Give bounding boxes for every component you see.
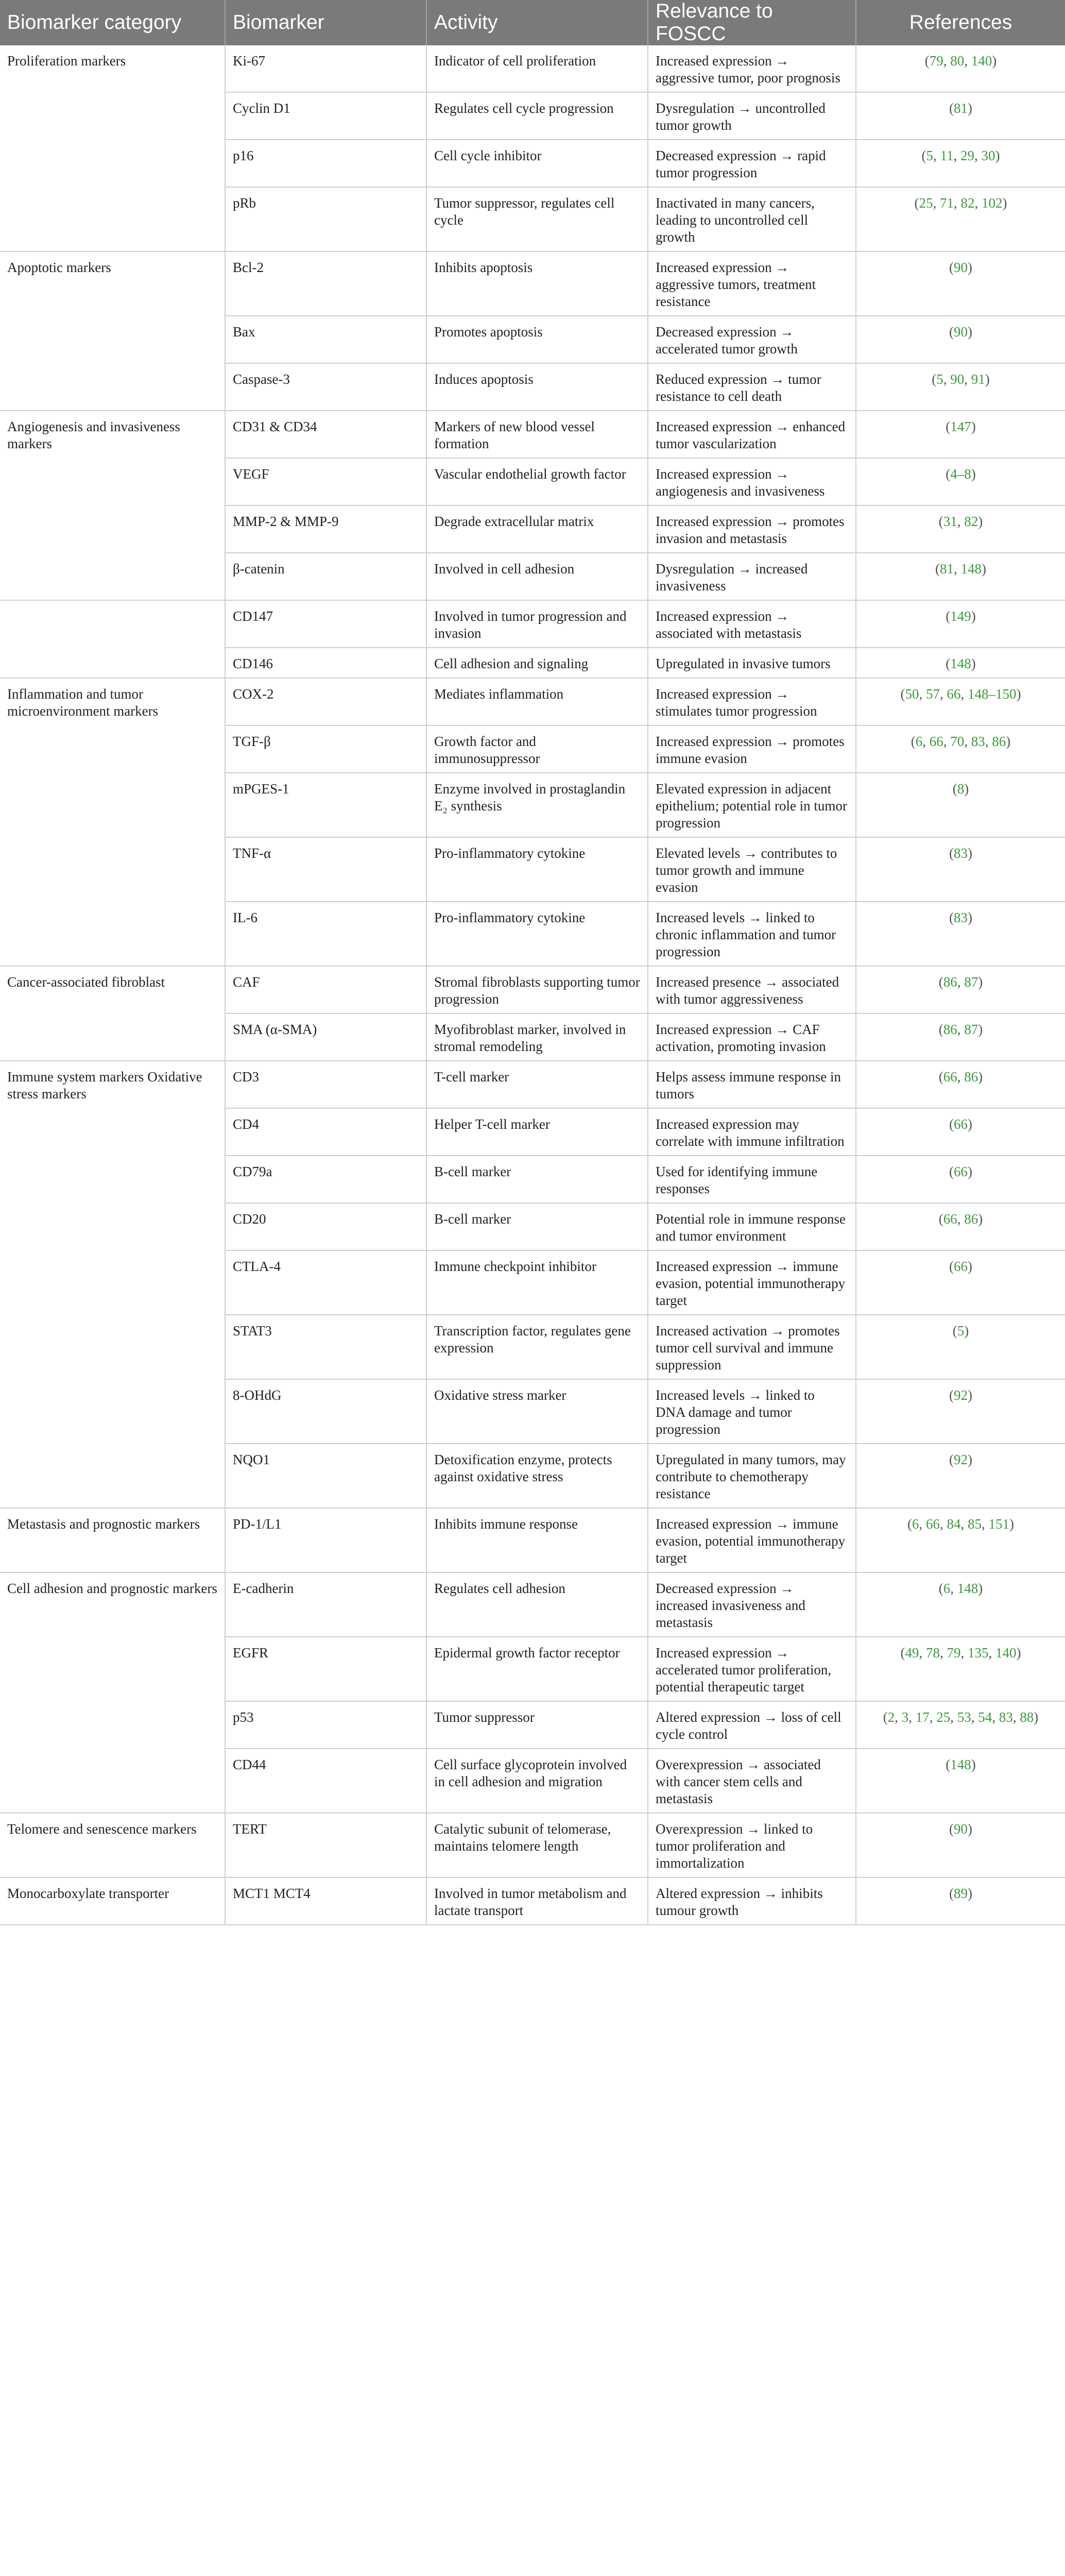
activity-cell: Tumor suppressor — [426, 1701, 648, 1749]
references-cell: (81, 148) — [856, 553, 1065, 600]
reference-link[interactable]: 85 — [968, 1516, 982, 1532]
relevance-cell: Decreased expression → rapid tumor progression — [648, 140, 856, 187]
reference-link[interactable]: 90 — [954, 1821, 968, 1837]
category-cell: Apoptotic markers — [0, 251, 225, 411]
references-cell: (66, 86) — [856, 1061, 1065, 1108]
reference-link[interactable]: 90 — [954, 324, 968, 340]
reference-link[interactable]: 148 — [957, 1581, 978, 1596]
references-cell: (5, 90, 91) — [856, 363, 1065, 411]
biomarker-cell: E-cadherin — [225, 1572, 426, 1637]
references-cell: (148) — [856, 648, 1065, 678]
reference-link[interactable]: 54 — [978, 1709, 992, 1725]
references-cell: (66) — [856, 1250, 1065, 1315]
reference-link[interactable]: 49 — [905, 1645, 919, 1660]
activity-cell: Tumor suppressor, regulates cell cycle — [426, 187, 648, 251]
biomarker-cell: SMA (α-SMA) — [225, 1013, 426, 1061]
references-cell: (81) — [856, 92, 1065, 140]
activity-cell: Stromal fibroblasts supporting tumor progression — [426, 966, 648, 1013]
reference-link[interactable]: 80 — [950, 53, 965, 69]
category-cell — [0, 600, 225, 678]
references-cell: (50, 57, 66, 148–150) — [856, 678, 1065, 725]
reference-link[interactable]: 2 — [887, 1709, 895, 1725]
header-activity: Activity — [426, 0, 648, 45]
reference-link[interactable]: 6 — [915, 734, 923, 749]
reference-link[interactable]: 66 — [929, 734, 943, 749]
activity-cell: Helper T-cell marker — [426, 1108, 648, 1156]
reference-link[interactable]: 57 — [926, 686, 940, 702]
table-row — [0, 1572, 1065, 1637]
relevance-cell: Dysregulation → increased invasiveness — [648, 553, 856, 600]
reference-link[interactable]: 92 — [954, 1452, 968, 1467]
reference-link[interactable]: 70 — [950, 734, 965, 749]
reference-link[interactable]: 66 — [954, 1116, 968, 1132]
relevance-cell: Increased activation → promotes tumor cell survival and immune suppression — [648, 1315, 856, 1379]
table-row — [0, 600, 1065, 648]
biomarker-cell: Cyclin D1 — [225, 92, 426, 140]
activity-cell: Transcription factor, regulates gene expression — [426, 1315, 648, 1379]
reference-link[interactable]: 25 — [919, 195, 933, 211]
reference-link[interactable]: 11 — [940, 148, 954, 163]
biomarker-cell: TNF-α — [225, 837, 426, 902]
reference-link[interactable]: 66 — [954, 1164, 968, 1179]
reference-link[interactable]: 148 — [950, 656, 971, 671]
activity-cell: Cell cycle inhibitor — [426, 140, 648, 187]
activity-cell: Regulates cell adhesion — [426, 1572, 648, 1637]
table-row — [0, 1061, 1065, 1108]
references-cell: (86, 87) — [856, 966, 1065, 1013]
relevance-cell: Decreased expression → increased invasiveness and metastasis — [648, 1572, 856, 1637]
reference-link[interactable]: 148 — [950, 1757, 971, 1772]
references-cell: (49, 78, 79, 135, 140) — [856, 1637, 1065, 1701]
reference-link[interactable]: 5 — [936, 371, 943, 387]
activity-cell: Enzyme involved in prostaglandin E₂ synthesis — [426, 773, 648, 837]
table-row — [0, 1813, 1065, 1877]
table-row — [0, 678, 1065, 725]
activity-cell: Cell adhesion and signaling — [426, 648, 648, 678]
reference-link[interactable]: 81 — [940, 561, 954, 577]
reference-link[interactable]: 25 — [936, 1709, 951, 1725]
references-cell: (149) — [856, 600, 1065, 648]
reference-link[interactable]: 90 — [950, 371, 965, 387]
relevance-cell: Helps assess immune response in tumors — [648, 1061, 856, 1108]
relevance-cell: Increased expression → aggressive tumor, poor prognosis — [648, 45, 856, 92]
relevance-cell: Potential role in immune response and tumor environment — [648, 1203, 856, 1250]
biomarker-cell: CD79a — [225, 1156, 426, 1203]
references-cell: (66) — [856, 1156, 1065, 1203]
biomarker-cell: p16 — [225, 140, 426, 187]
relevance-cell: Inactivated in many cancers, leading to uncontrolled cell growth — [648, 187, 856, 251]
relevance-cell: Increased expression → enhanced tumor vascularization — [648, 411, 856, 458]
biomarker-cell: CD147 — [225, 600, 426, 648]
activity-cell: Indicator of cell proliferation — [426, 45, 648, 92]
reference-link[interactable]: 5 — [926, 148, 933, 163]
activity-cell: Cell surface glycoprotein involved in cell adhesion and migration — [426, 1749, 648, 1813]
activity-cell: Epidermal growth factor receptor — [426, 1637, 648, 1701]
relevance-cell: Elevated levels → contributes to tumor growth and immune evasion — [648, 837, 856, 902]
reference-link[interactable]: 91 — [971, 371, 985, 387]
reference-link[interactable]: 66 — [926, 1516, 940, 1532]
reference-link[interactable]: 86 — [943, 1022, 957, 1037]
category-cell: Telomere and senescence markers — [0, 1813, 225, 1877]
reference-link[interactable]: 6 — [912, 1516, 919, 1532]
relevance-cell: Reduced expression → tumor resistance to cell death — [648, 363, 856, 411]
activity-cell: Promotes apoptosis — [426, 316, 648, 363]
biomarker-cell: CD44 — [225, 1749, 426, 1813]
reference-link[interactable]: 31 — [943, 514, 957, 529]
reference-link[interactable]: 66 — [943, 1211, 957, 1227]
references-cell: (31, 82) — [856, 505, 1065, 553]
biomarker-cell: CD31 & CD34 — [225, 411, 426, 458]
category-cell: Metastasis and prognostic markers — [0, 1508, 225, 1572]
category-cell: Monocarboxylate transporter — [0, 1877, 225, 1925]
references-cell: (83) — [856, 837, 1065, 902]
relevance-cell: Increased expression → aggressive tumors, treatment resistance — [648, 251, 856, 316]
reference-link[interactable]: 50 — [905, 686, 919, 702]
references-cell: (2, 3, 17, 25, 53, 54, 83, 88) — [856, 1701, 1065, 1749]
relevance-cell: Increased expression → accelerated tumor proliferation, potential therapeutic target — [648, 1637, 856, 1701]
activity-cell: Inhibits apoptosis — [426, 251, 648, 316]
activity-cell: Involved in tumor progression and invasion — [426, 600, 648, 648]
biomarker-cell: COX-2 — [225, 678, 426, 725]
activity-cell: B-cell marker — [426, 1156, 648, 1203]
reference-link[interactable]: 140 — [995, 1645, 1017, 1660]
activity-cell: Induces apoptosis — [426, 363, 648, 411]
reference-link[interactable]: 17 — [915, 1709, 930, 1725]
references-cell: (5) — [856, 1315, 1065, 1379]
reference-link[interactable]: 79 — [947, 1645, 961, 1660]
reference-link[interactable]: 79 — [929, 53, 943, 69]
references-cell: (5, 11, 29, 30) — [856, 140, 1065, 187]
reference-link[interactable]: 83 — [954, 845, 968, 861]
reference-link[interactable]: 148–150 — [968, 686, 1017, 702]
relevance-cell: Increased expression may correlate with immune infiltration — [648, 1108, 856, 1156]
table-row — [0, 1508, 1065, 1572]
references-cell: (148) — [856, 1749, 1065, 1813]
reference-link[interactable]: 149 — [950, 608, 971, 624]
relevance-cell: Increased expression → promotes immune evasion — [648, 725, 856, 773]
relevance-cell: Dysregulation → uncontrolled tumor growth — [648, 92, 856, 140]
biomarker-cell: PD-1/L1 — [225, 1508, 426, 1572]
reference-link[interactable]: 83 — [971, 734, 985, 749]
relevance-cell: Elevated expression in adjacent epithelium; potential role in tumor progression — [648, 773, 856, 837]
relevance-cell: Overexpression → linked to tumor proliferation and immortalization — [648, 1813, 856, 1877]
reference-link[interactable]: 81 — [954, 100, 968, 116]
reference-link[interactable]: 90 — [954, 260, 968, 275]
table-body — [0, 45, 1065, 1925]
references-cell: (147) — [856, 411, 1065, 458]
relevance-cell: Used for identifying immune responses — [648, 1156, 856, 1203]
relevance-cell: Increased expression → associated with metastasis — [648, 600, 856, 648]
reference-link[interactable]: 135 — [968, 1645, 989, 1660]
category-cell: Angiogenesis and invasiveness markers — [0, 411, 225, 600]
biomarker-cell: VEGF — [225, 458, 426, 505]
relevance-cell: Increased expression → immune evasion, potential immunotherapy target — [648, 1250, 856, 1315]
references-cell: (86, 87) — [856, 1013, 1065, 1061]
references-cell: (6, 148) — [856, 1572, 1065, 1637]
reference-link[interactable]: 5 — [957, 1323, 965, 1338]
reference-link[interactable]: 89 — [954, 1886, 968, 1901]
reference-link[interactable]: 3 — [901, 1709, 909, 1725]
table-header — [0, 0, 1065, 45]
references-cell: (6, 66, 70, 83, 86) — [856, 725, 1065, 773]
biomarker-cell: MMP-2 & MMP-9 — [225, 505, 426, 553]
references-cell: (4–8) — [856, 458, 1065, 505]
category-cell: Cell adhesion and prognostic markers — [0, 1572, 225, 1813]
activity-cell: Pro-inflammatory cytokine — [426, 902, 648, 966]
relevance-cell: Increased presence → associated with tumor aggressiveness — [648, 966, 856, 1013]
header-category: Biomarker category — [0, 0, 225, 45]
references-cell: (8) — [856, 773, 1065, 837]
references-cell: (92) — [856, 1379, 1065, 1444]
reference-link[interactable]: 92 — [954, 1387, 968, 1403]
relevance-cell: Increased expression → angiogenesis and invasiveness — [648, 458, 856, 505]
table-row — [0, 966, 1065, 1013]
biomarker-cell: TGF-β — [225, 725, 426, 773]
reference-link[interactable]: 151 — [988, 1516, 1009, 1532]
table-row — [0, 251, 1065, 316]
activity-cell: T-cell marker — [426, 1061, 648, 1108]
reference-link[interactable]: 71 — [940, 195, 954, 211]
biomarker-cell: TERT — [225, 1813, 426, 1877]
category-cell: Cancer-associated fibroblast — [0, 966, 225, 1061]
biomarker-cell: NQO1 — [225, 1444, 426, 1508]
activity-cell: B-cell marker — [426, 1203, 648, 1250]
references-cell: (25, 71, 82, 102) — [856, 187, 1065, 251]
reference-link[interactable]: 82 — [960, 195, 975, 211]
activity-cell: Markers of new blood vessel formation — [426, 411, 648, 458]
references-cell: (66) — [856, 1108, 1065, 1156]
activity-cell: Growth factor and immunosuppressor — [426, 725, 648, 773]
references-cell: (92) — [856, 1444, 1065, 1508]
references-cell: (89) — [856, 1877, 1065, 1925]
activity-cell: Pro-inflammatory cytokine — [426, 837, 648, 902]
reference-link[interactable]: 147 — [950, 419, 971, 434]
relevance-cell: Increased levels → linked to chronic inflammation and tumor progression — [648, 902, 856, 966]
biomarker-cell: MCT1 MCT4 — [225, 1877, 426, 1925]
header-relevance: Relevance to FOSCC — [648, 0, 856, 45]
relevance-cell: Overexpression → associated with cancer stem cells and metastasis — [648, 1749, 856, 1813]
biomarker-cell: CD3 — [225, 1061, 426, 1108]
reference-link[interactable]: 83 — [954, 910, 968, 925]
reference-link[interactable]: 87 — [964, 1022, 978, 1037]
reference-link[interactable]: 4–8 — [950, 466, 971, 482]
relevance-cell: Increased expression → promotes invasion and metastasis — [648, 505, 856, 553]
relevance-cell: Altered expression → loss of cell cycle control — [648, 1701, 856, 1749]
reference-link[interactable]: 86 — [964, 1211, 978, 1227]
reference-link[interactable]: 83 — [999, 1709, 1013, 1725]
activity-cell: Catalytic subunit of telomerase, maintains telomere length — [426, 1813, 648, 1877]
reference-link[interactable]: 86 — [964, 1069, 978, 1084]
biomarker-cell: CAF — [225, 966, 426, 1013]
activity-cell: Mediates inflammation — [426, 678, 648, 725]
activity-cell: Degrade extracellular matrix — [426, 505, 648, 553]
biomarker-cell: 8-OHdG — [225, 1379, 426, 1444]
activity-cell: Involved in cell adhesion — [426, 553, 648, 600]
reference-link[interactable]: 66 — [947, 686, 961, 702]
reference-link[interactable]: 86 — [992, 734, 1006, 749]
activity-cell: Oxidative stress marker — [426, 1379, 648, 1444]
reference-link[interactable]: 66 — [954, 1259, 968, 1274]
activity-cell: Myofibroblast marker, involved in stromal remodeling — [426, 1013, 648, 1061]
header-biomarker: Biomarker — [225, 0, 426, 45]
biomarker-cell: Ki-67 — [225, 45, 426, 92]
references-cell: (79, 80, 140) — [856, 45, 1065, 92]
reference-link[interactable]: 29 — [960, 148, 974, 163]
reference-link[interactable]: 140 — [971, 53, 992, 69]
biomarker-cell: p53 — [225, 1701, 426, 1749]
header-references: References — [856, 0, 1065, 45]
activity-cell: Immune checkpoint inhibitor — [426, 1250, 648, 1315]
biomarker-cell: mPGES-1 — [225, 773, 426, 837]
biomarker-cell: EGFR — [225, 1637, 426, 1701]
reference-link[interactable]: 53 — [957, 1709, 971, 1725]
activity-cell: Detoxification enzyme, protects against oxidative stress — [426, 1444, 648, 1508]
reference-link[interactable]: 84 — [947, 1516, 961, 1532]
biomarker-cell: pRb — [225, 187, 426, 251]
biomarker-cell: STAT3 — [225, 1315, 426, 1379]
table-row — [0, 45, 1065, 92]
references-cell: (6, 66, 84, 85, 151) — [856, 1508, 1065, 1572]
biomarker-cell: β-catenin — [225, 553, 426, 600]
reference-link[interactable]: 88 — [1020, 1709, 1034, 1725]
biomarker-cell: CD146 — [225, 648, 426, 678]
category-cell: Inflammation and tumor microenvironment markers — [0, 678, 225, 966]
reference-link[interactable]: 87 — [964, 974, 978, 990]
relevance-cell: Increased levels → linked to DNA damage and tumor progression — [648, 1379, 856, 1444]
relevance-cell: Increased expression → CAF activation, promoting invasion — [648, 1013, 856, 1061]
category-cell: Immune system markers Oxidative stress markers — [0, 1061, 225, 1508]
relevance-cell: Increased expression → immune evasion, potential immunotherapy target — [648, 1508, 856, 1572]
activity-cell: Regulates cell cycle progression — [426, 92, 648, 140]
relevance-cell: Increased expression → stimulates tumor progression — [648, 678, 856, 725]
table-row — [0, 411, 1065, 458]
reference-link[interactable]: 30 — [981, 148, 995, 163]
relevance-cell: Upregulated in many tumors, may contribute to chemotherapy resistance — [648, 1444, 856, 1508]
activity-cell: Vascular endothelial growth factor — [426, 458, 648, 505]
biomarker-cell: CD20 — [225, 1203, 426, 1250]
relevance-cell: Upregulated in invasive tumors — [648, 648, 856, 678]
biomarker-cell: Caspase-3 — [225, 363, 426, 411]
category-cell: Proliferation markers — [0, 45, 225, 251]
reference-link[interactable]: 6 — [943, 1581, 951, 1596]
references-cell: (66, 86) — [856, 1203, 1065, 1250]
biomarker-cell: Bax — [225, 316, 426, 363]
reference-link[interactable]: 148 — [960, 561, 982, 577]
reference-link[interactable]: 102 — [982, 195, 1003, 211]
biomarker-cell: IL-6 — [225, 902, 426, 966]
header-row — [0, 0, 1065, 45]
biomarker-cell: CTLA-4 — [225, 1250, 426, 1315]
relevance-cell: Decreased expression → accelerated tumor growth — [648, 316, 856, 363]
reference-link[interactable]: 86 — [943, 974, 957, 990]
reference-link[interactable]: 66 — [943, 1069, 957, 1084]
reference-link[interactable]: 82 — [964, 514, 978, 529]
biomarker-cell: CD4 — [225, 1108, 426, 1156]
reference-link[interactable]: 78 — [926, 1645, 940, 1660]
activity-cell: Inhibits immune response — [426, 1508, 648, 1572]
activity-cell: Involved in tumor metabolism and lactate transport — [426, 1877, 648, 1925]
reference-link[interactable]: 8 — [957, 781, 965, 796]
references-cell: (90) — [856, 1813, 1065, 1877]
references-cell: (90) — [856, 251, 1065, 316]
biomarker-cell: Bcl-2 — [225, 251, 426, 316]
references-cell: (83) — [856, 902, 1065, 966]
relevance-cell: Altered expression → inhibits tumour growth — [648, 1877, 856, 1925]
references-cell: (90) — [856, 316, 1065, 363]
table-row — [0, 1877, 1065, 1925]
